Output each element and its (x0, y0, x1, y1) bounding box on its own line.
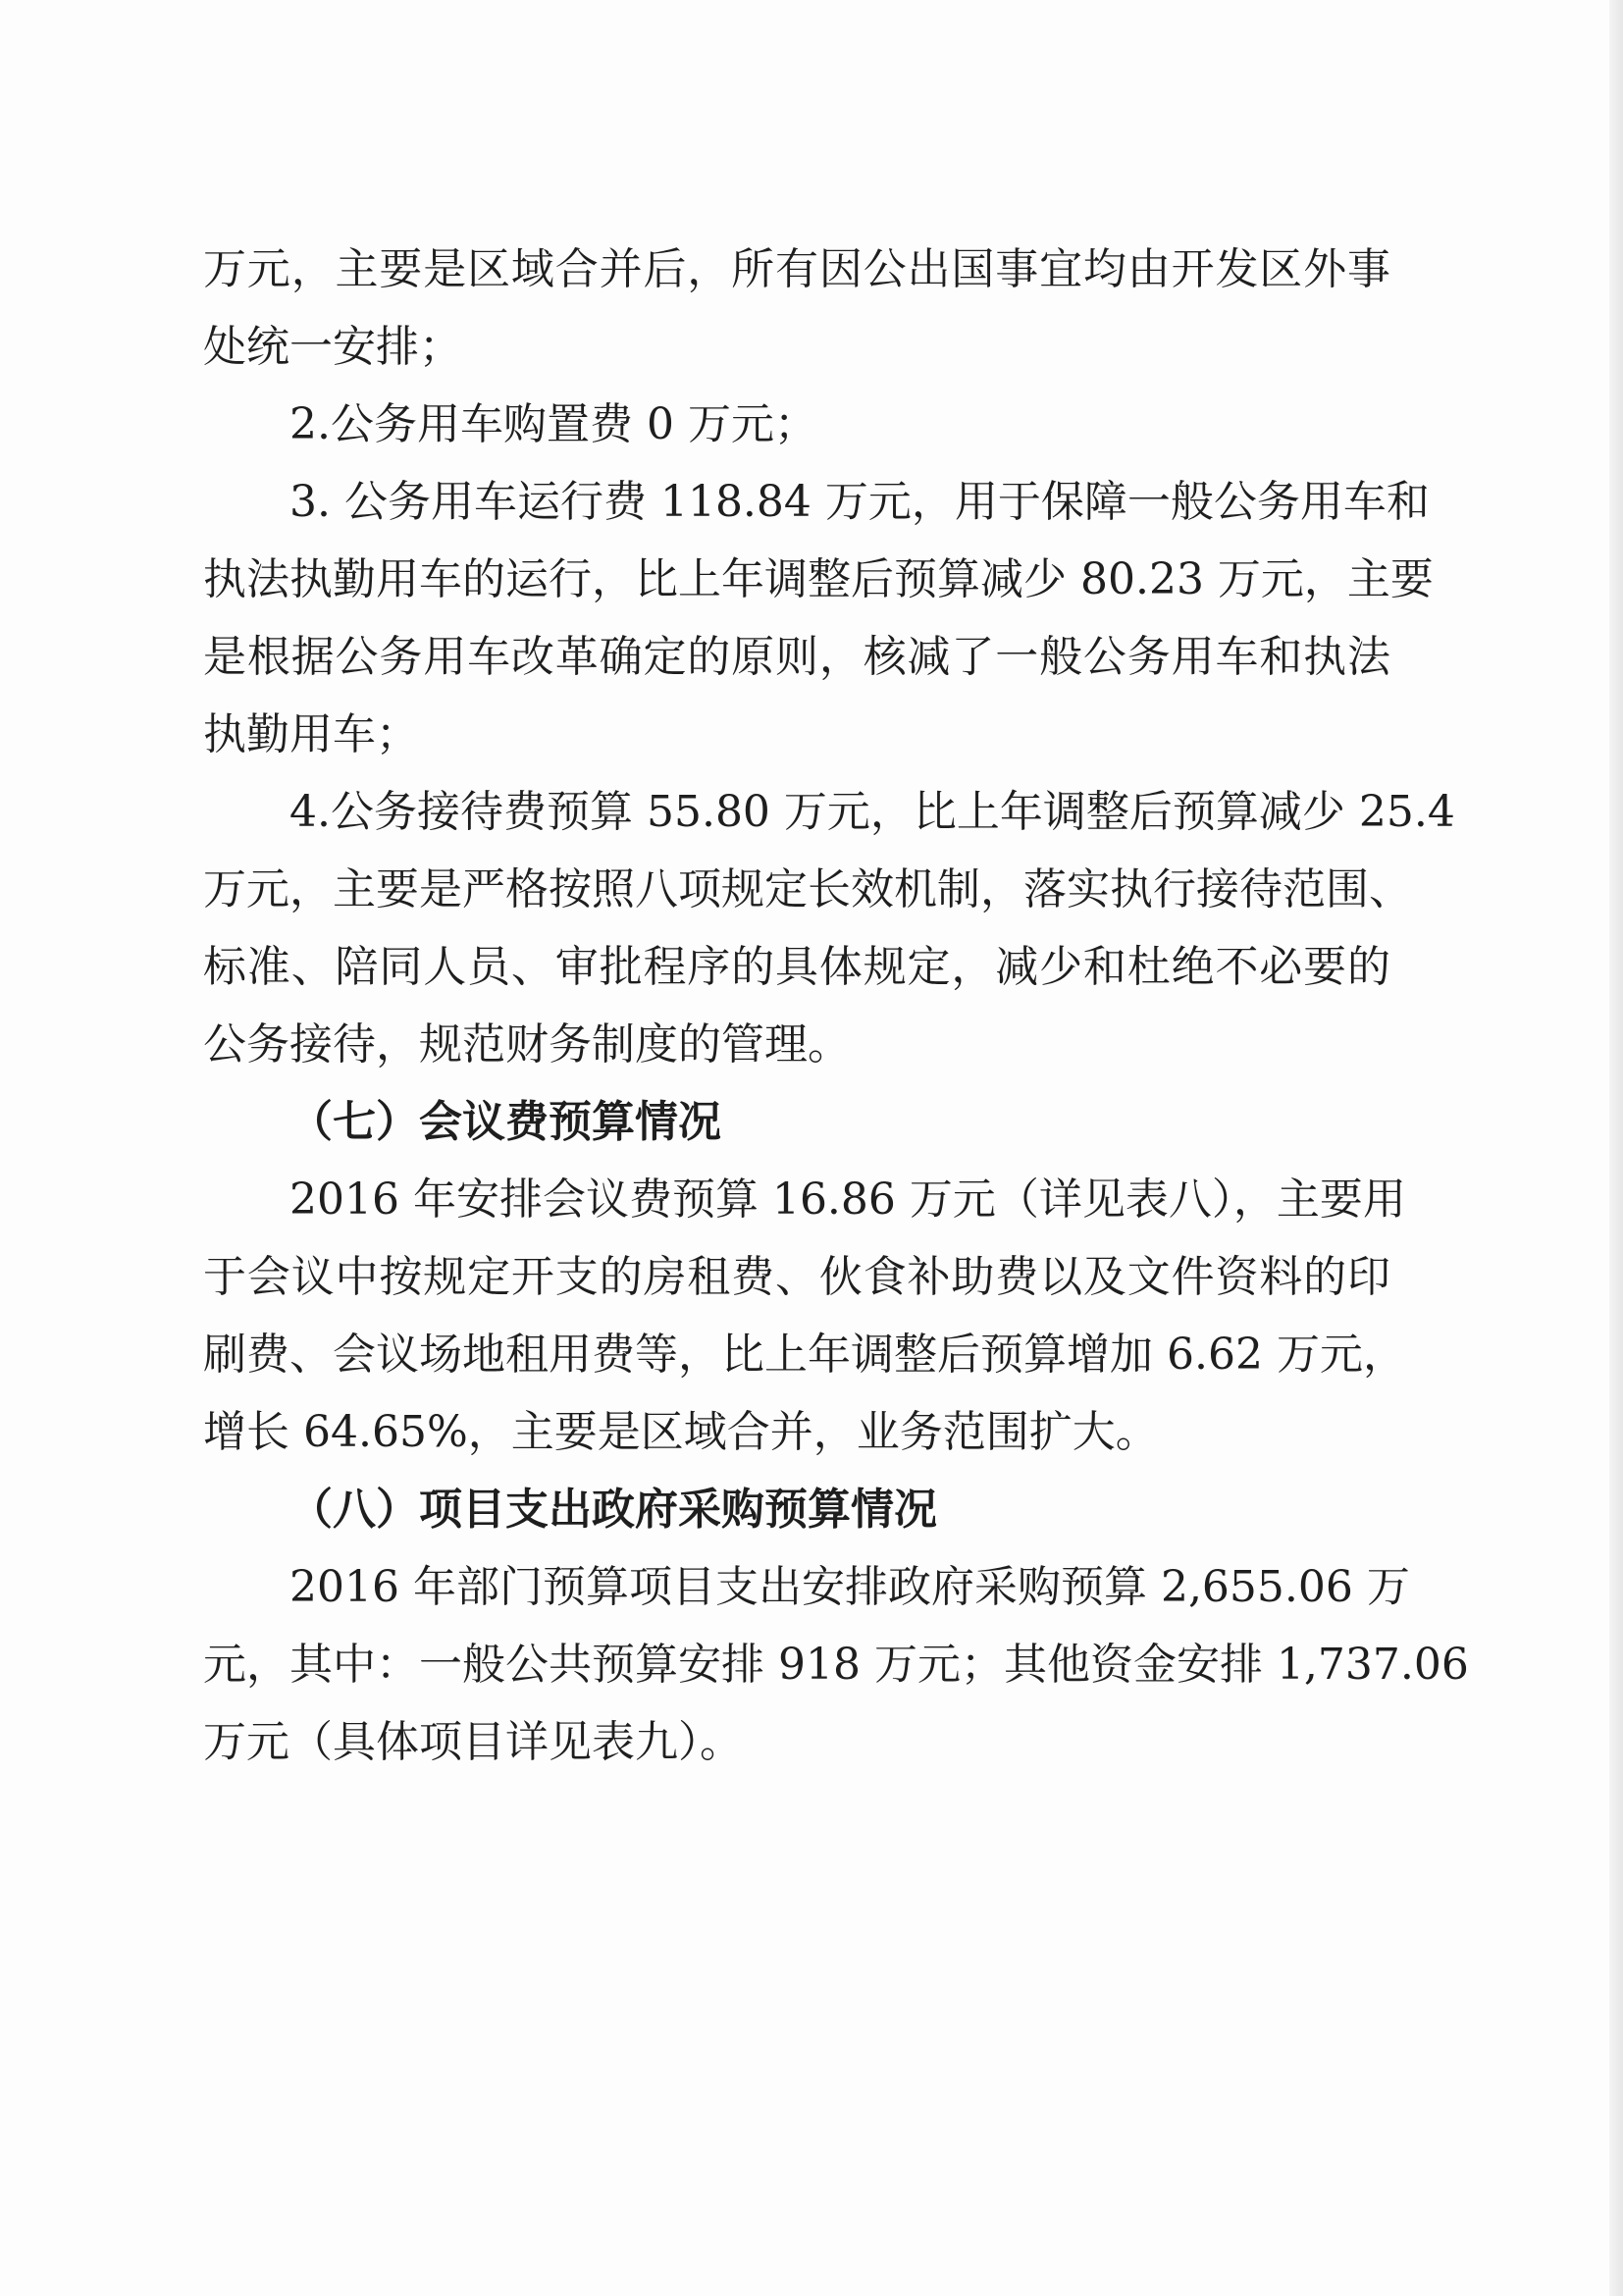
section-heading: （八）项目支出政府采购预算情况 (289, 1485, 937, 1535)
text-line: 2016 年安排会议费预算 16.86 万元（详见表八），主要用 (289, 1174, 1406, 1225)
text-line: 4.公务接待费预算 55.80 万元，比上年调整后预算减少 25.4 (289, 787, 1455, 837)
text-line: 刷费、会议场地租用费等，比上年调整后预算增加 6.62 万元， (203, 1330, 1406, 1380)
text-line: 万元，主要是区域合并后，所有因公出国事宜均由开发区外事 (203, 244, 1390, 294)
text-line: 3. 公务用车运行费 118.84 万元，用于保障一般公务用车和 (289, 477, 1430, 527)
text-line: 万元，主要是严格按照八项规定长效机制，落实执行接待范围、 (203, 864, 1412, 914)
text-line: 标准、陪同人员、审批程序的具体规定，减少和杜绝不必要的 (203, 942, 1390, 992)
text-line: 执勤用车； (203, 709, 419, 759)
text-line: 于会议中按规定开支的房租费、伙食补助费以及文件资料的印 (203, 1252, 1390, 1302)
document-body (203, 231, 1469, 1781)
text-line: 元，其中：一般公共预算安排 918 万元；其他资金安排 1,737.06 (203, 1640, 1469, 1690)
text-line: 公务接待，规范财务制度的管理。 (203, 1019, 851, 1070)
text-line: 2016 年部门预算项目支出安排政府采购预算 2,655.06 万 (289, 1562, 1410, 1612)
text-line: 万元（具体项目详见表九）。 (203, 1717, 743, 1767)
text-line: 处统一安排； (203, 322, 462, 372)
text-line: 是根据公务用车改革确定的原则，核减了一般公务用车和执法 (203, 632, 1390, 682)
text-line: 执法执勤用车的运行，比上年调整后预算减少 80.23 万元，主要 (203, 554, 1434, 604)
page-edge-shadow (1609, 0, 1623, 2296)
text-line: 增长 64.65%，主要是区域合并，业务范围扩大。 (203, 1407, 1159, 1457)
section-heading: （七）会议费预算情况 (289, 1097, 721, 1147)
text-line: 2.公务用车购置费 0 万元； (289, 399, 817, 449)
